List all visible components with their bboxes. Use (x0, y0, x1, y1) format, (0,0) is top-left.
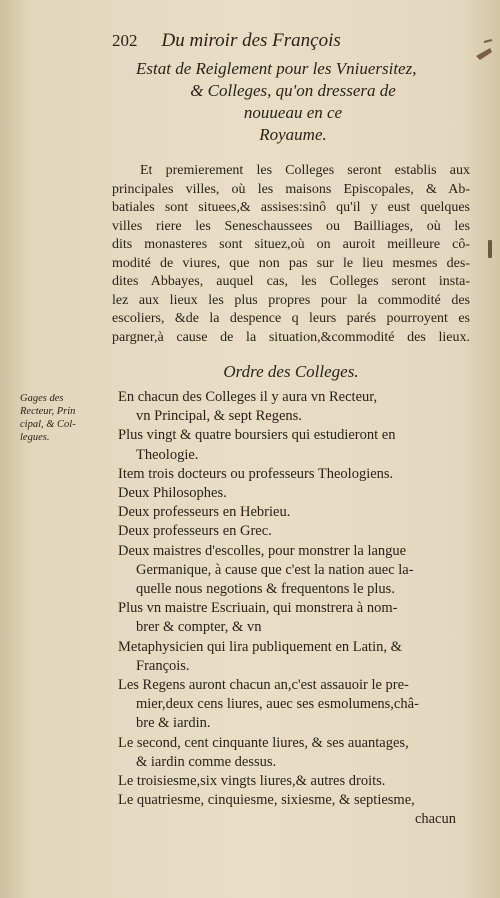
list-line: En chacun des Colleges il y aura vn Recteur, (118, 389, 378, 405)
text-line: dits monasteres sont situez,où on auroit meilleure cô- (112, 237, 470, 252)
colleges-list (118, 388, 472, 830)
margin-note-line: Gages des (20, 393, 64, 404)
list-line: vn Principal, & sept Regens. (136, 408, 302, 425)
heading-line: Royaume. (259, 125, 327, 144)
heading-line: Estat de Reiglement pour les Vniuersitez, (136, 59, 417, 78)
list-line: Le quatriesme, cinquiesme, sixiesme, & septiesme, (118, 792, 415, 809)
heading-line: nouueau en ce (243, 103, 343, 122)
list-line: Deux Philosophes. (118, 485, 227, 502)
text-line: dites Abbayes, auquel cas, les Colleges seront insta- (112, 274, 470, 289)
list-line: Le troisiesme,six vingts liures,& autres droits. (118, 773, 386, 790)
margin-note-line: cipal, & Col- (20, 419, 76, 430)
list-line: Theologie. (136, 446, 199, 463)
list-line: Le second, cent cinquante liures, & ses auantages, (118, 734, 409, 751)
text-line: pargner,à cause de la situation,&commodité des lieux. (112, 329, 470, 345)
margin-note (20, 392, 106, 444)
margin-note-line: Recteur, Prin (20, 406, 76, 417)
text-line: principales villes, où les maisons Episcopales, & Ab- (112, 181, 470, 197)
text-line: lez aux lieux les plus propres pour la commodité des (112, 292, 470, 308)
list-line: Les Regens auront chacun an,c'est assauoir le pre- (118, 677, 409, 694)
page-number: 202 (112, 31, 138, 50)
text-line: modité de viures, que non pas sur le lieu mesmes des- (112, 255, 470, 271)
list-line: & iardin comme dessus. (136, 753, 277, 770)
margin-note-line: legues. (20, 432, 50, 443)
list-line: brer & compter, & vn (136, 619, 262, 636)
list-line: quelle nous negotions & frequentons le plus. (136, 581, 395, 598)
list-line: Plus vn maistre Escriuain, qui monstrera à nom- (118, 600, 398, 617)
list-line: mier,deux cens liures, auec ses esmolumens,châ- (136, 696, 419, 713)
list-line: Plus vingt & quatre boursiers qui estudieront en (118, 427, 396, 444)
text-line: Et premierement les Colleges seront establis aux (140, 163, 470, 178)
text-line: escoliers, &de la despence q leurs parés pourroyent es (112, 311, 470, 326)
running-title: Du miroir des François (161, 30, 341, 51)
section-heading (108, 58, 478, 146)
list-line: Germanique, à cause que c'est la nation auec la- (136, 561, 414, 578)
list-line: Deux professeurs en Hebrieu. (118, 504, 291, 521)
catchword: chacun (414, 811, 456, 828)
list-line: Deux professeurs en Grec. (118, 523, 272, 540)
list-line: Metaphysicien qui lira publiquement en Latin, & (118, 638, 402, 655)
running-head (112, 30, 432, 52)
text-line: villes riere les Seneschaussees ou Bailliages, où les (112, 218, 470, 234)
list-line: François. (136, 657, 190, 674)
subheading: Ordre des Colleges. (223, 362, 359, 381)
margin-mark (488, 240, 492, 258)
body-paragraph (112, 162, 470, 347)
list-line: Item trois docteurs ou professeurs Theologiens. (118, 465, 394, 482)
list-line: bre & iardin. (136, 715, 211, 732)
list-line: Deux maistres d'escolles, pour monstrer la langue (118, 542, 407, 559)
text-line: batiales sont situees,& assises:sinô qu'il y eust quelques (112, 200, 470, 215)
heading-line: & Colleges, qu'on dressera de (190, 81, 396, 100)
